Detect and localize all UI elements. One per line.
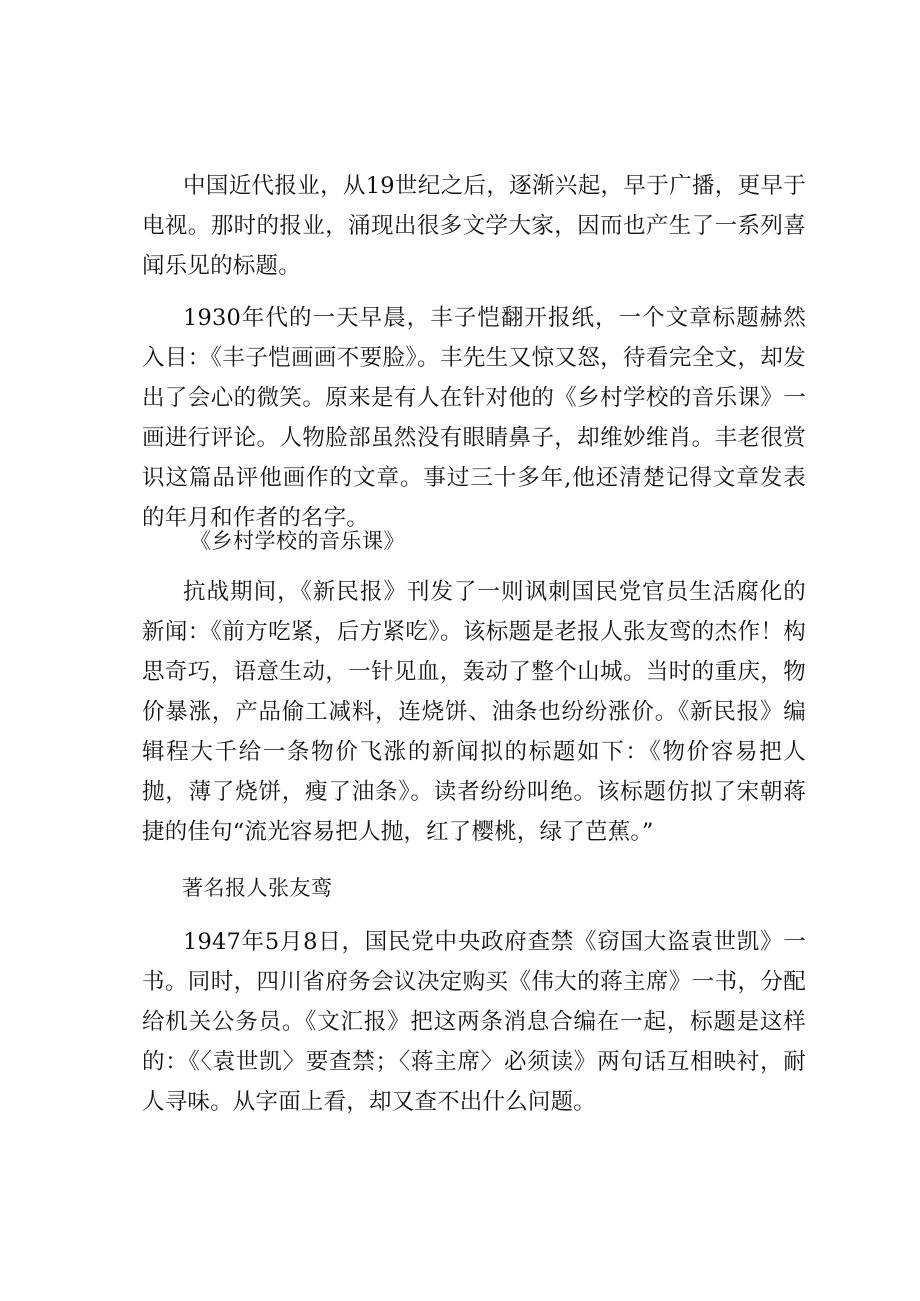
- caption-zhang-youluan: 著名报人张友鸾: [182, 876, 333, 900]
- paragraph-feng-zikai: 1930年代的一天早晨，丰子恺翻开报纸，一个文章标题赫然入目：《丰子恺画画不要脸》。丰先生又惊又怒，待看完全文，却发出了会心的微笑。原来是有人在针对他的《乡村学校的音乐课》一画进行评论。人物脸部虽然没有眼睛鼻子，却维妙维肖。丰老很赏识这篇品评他画作的文章。事过三十多年,他还清楚记得文章发表的年月和作者的名字。: [142, 305, 806, 531]
- paragraph-wenhui-bao: 1947年5月8日，国民党中央政府查禁《窃国大盗袁世凯》一书。同时，四川省府务会议决定购买《伟大的蒋主席》一书，分配给机关公务员。《文汇报》把这两条消息合编在一起，标题是这样的：《〈袁世凯〉要查禁；〈蒋主席〉必须读》两句话互相映衬，耐人寻味。从字面上看，却又查不出什么问题。: [142, 929, 806, 1115]
- paragraph-xinmin-bao: 抗战期间，《新民报》刊发了一则讽刺国民党官员生活腐化的新闻：《前方吃紧，后方紧吃》。该标题是老报人张友鸾的杰作！构思奇巧，语意生动，一针见血，轰动了整个山城。当时的重庆，物价暴涨，产品偷工减料，连烧饼、油条也纷纷涨价。《新民报》编辑程大千给一条物价飞涨的新闻拟的标题如下：《物价容易把人抛，薄了烧饼，瘦了油条》。读者纷纷叫绝。该标题仿拟了宋朝蒋捷的佳句“流光容易把人抛，红了樱桃，绿了芭蕉。”: [142, 579, 806, 845]
- paragraph-newspaper-history: 中国近代报业，从19世纪之后，逐渐兴起，早于广播，更早于电视。那时的报业，涌现出很多文学大家，因而也产生了一系列喜闻乐见的标题。: [142, 173, 806, 279]
- caption-painting: 《乡村学校的音乐课》: [190, 529, 405, 553]
